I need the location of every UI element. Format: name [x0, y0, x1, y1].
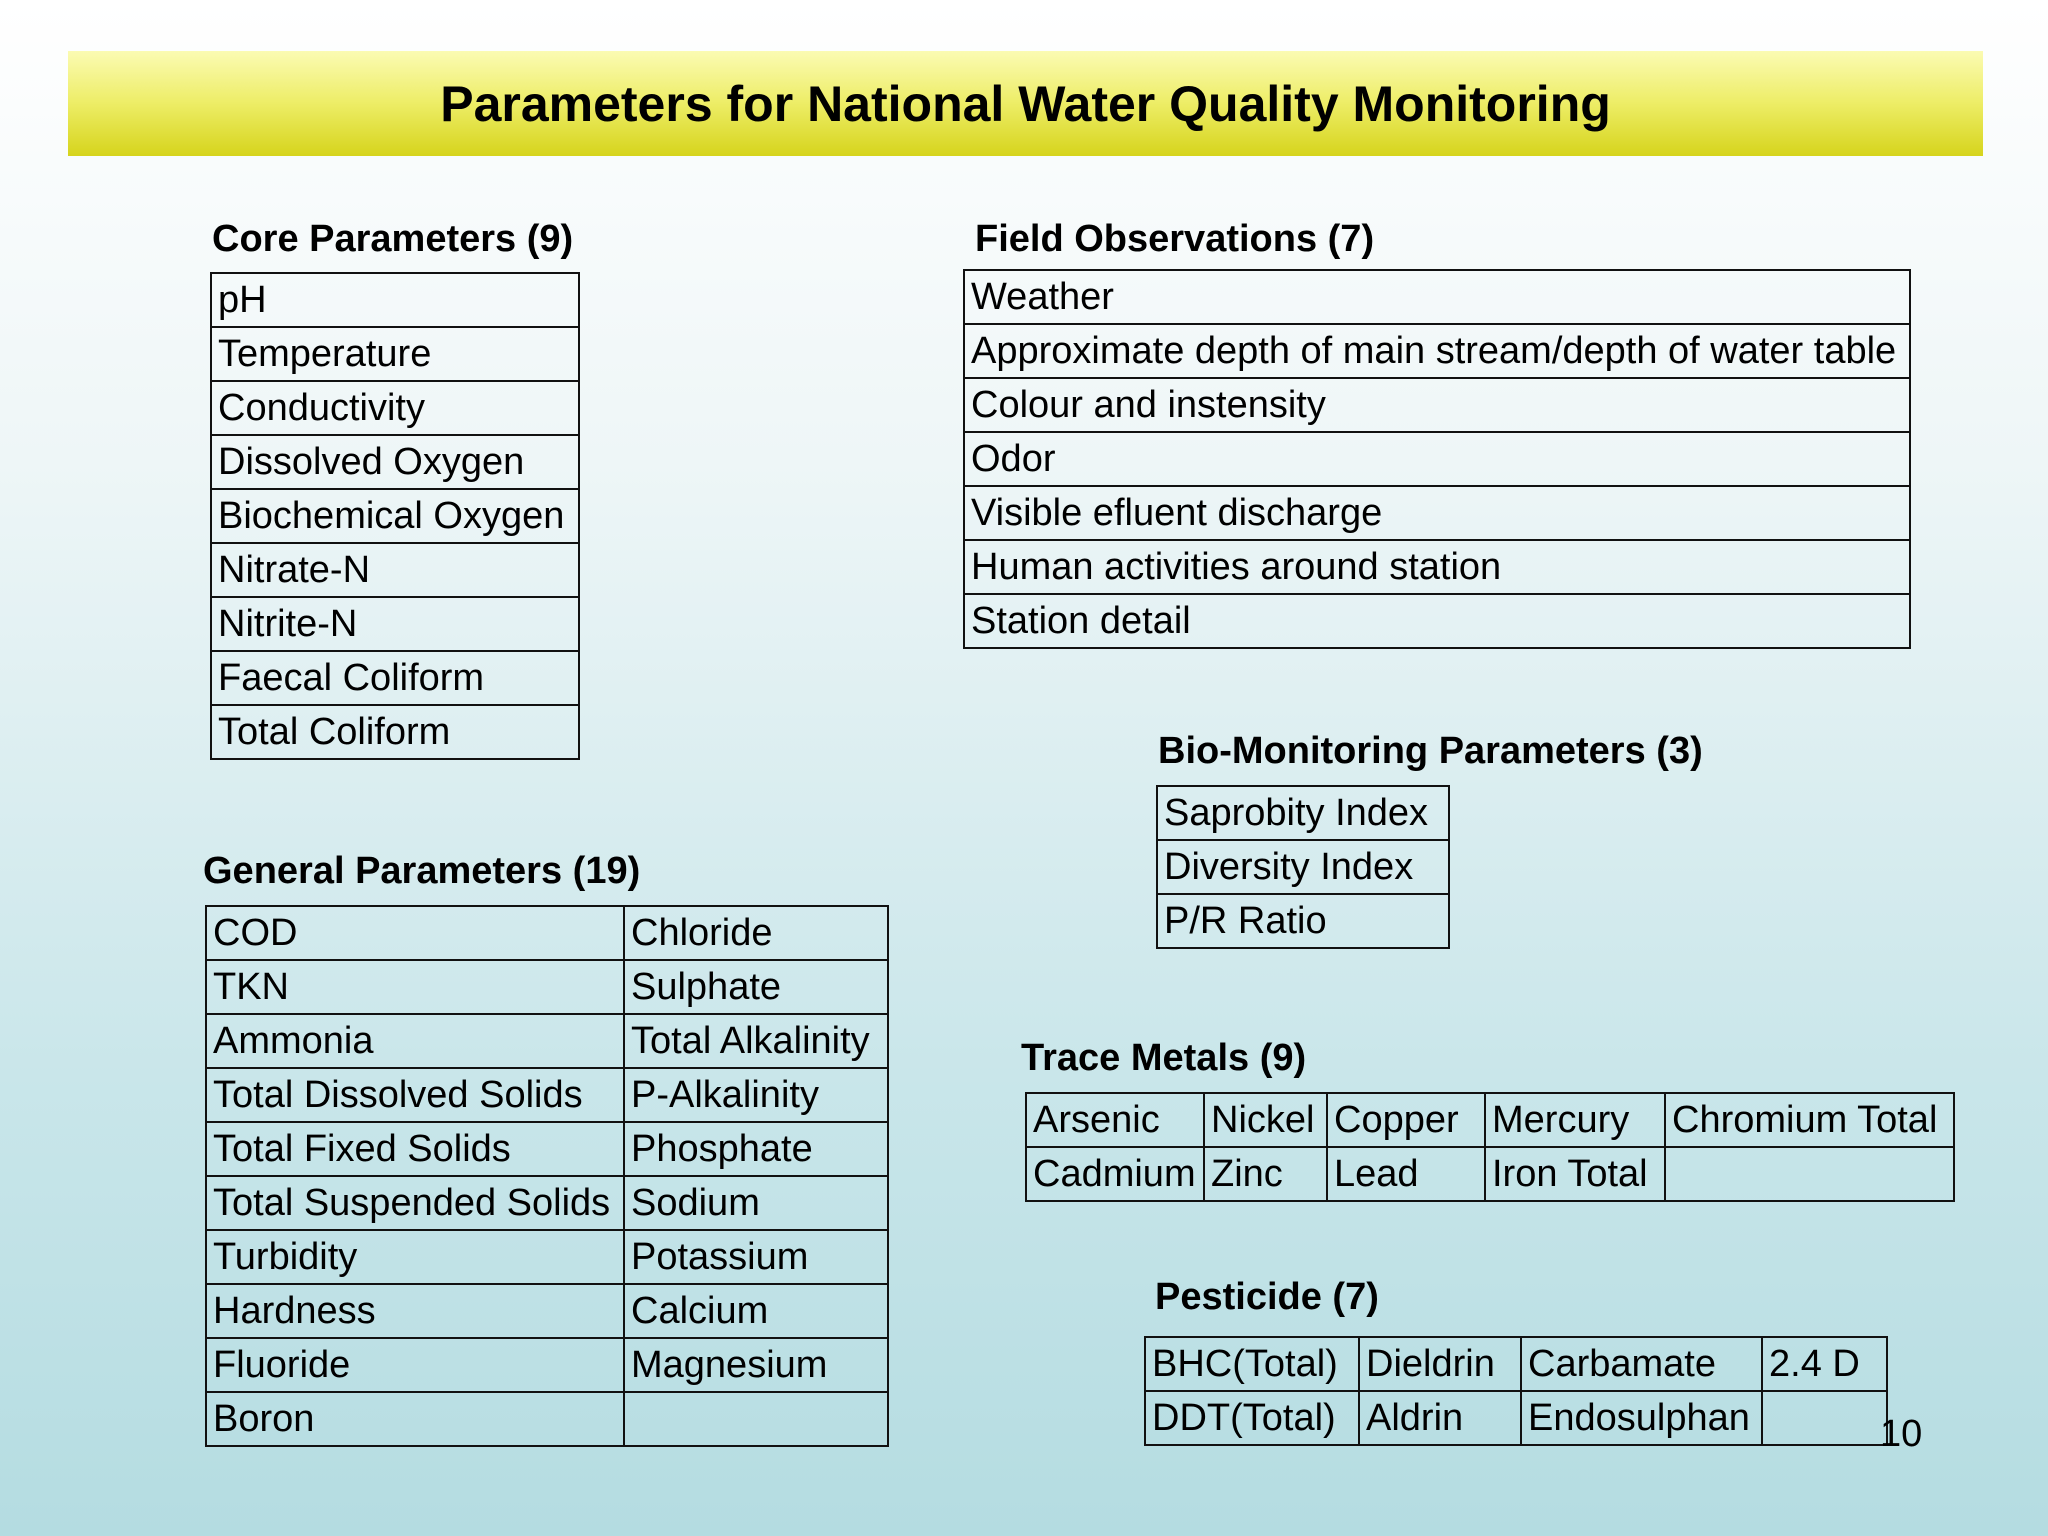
table-cell: Carbamate	[1521, 1337, 1762, 1391]
table-cell: COD	[206, 906, 624, 960]
table-cell: Total Coliform	[211, 705, 579, 759]
table-cell: Arsenic	[1026, 1093, 1204, 1147]
table-row	[211, 273, 579, 327]
table-row	[211, 381, 579, 435]
table-row	[211, 705, 579, 759]
table-row	[964, 378, 1910, 432]
table-cell: Visible efluent discharge	[964, 486, 1910, 540]
table-cell: Lead	[1327, 1147, 1485, 1201]
table-row	[964, 270, 1910, 324]
table-row	[964, 486, 1910, 540]
table-row	[206, 906, 888, 960]
table-cell: pH	[211, 273, 579, 327]
table-cell: Saprobity Index	[1157, 786, 1449, 840]
table-cell: Colour and instensity	[964, 378, 1910, 432]
table-row	[206, 1284, 888, 1338]
table-cell: 2.4 D	[1762, 1337, 1887, 1391]
page-number: 10	[1880, 1413, 1923, 1455]
general-parameters-table	[205, 905, 889, 1447]
table-row	[211, 489, 579, 543]
table-cell: Fluoride	[206, 1338, 624, 1392]
bio-monitoring-table	[1156, 785, 1450, 949]
page-title: Parameters for National Water Quality Monitoring	[440, 75, 1611, 132]
table-row	[206, 960, 888, 1014]
table-cell: Mercury	[1485, 1093, 1665, 1147]
table-cell: Total Fixed Solids	[206, 1122, 624, 1176]
table-cell: P/R Ratio	[1157, 894, 1449, 948]
title-banner	[68, 51, 1983, 156]
table-cell: BHC(Total)	[1145, 1337, 1359, 1391]
table-cell: Weather	[964, 270, 1910, 324]
table-cell: Station detail	[964, 594, 1910, 648]
table-cell: Potassium	[624, 1230, 888, 1284]
general-parameters-title: General Parameters (19)	[203, 850, 641, 892]
table-row	[211, 597, 579, 651]
table-row	[211, 651, 579, 705]
table-row	[206, 1014, 888, 1068]
table-cell: Faecal Coliform	[211, 651, 579, 705]
field-observations-table	[963, 269, 1911, 649]
table-row	[964, 432, 1910, 486]
table-cell: Total Dissolved Solids	[206, 1068, 624, 1122]
table-cell: Aldrin	[1359, 1391, 1521, 1445]
table-cell: Total Alkalinity	[624, 1014, 888, 1068]
table-cell: Approximate depth of main stream/depth of water table	[964, 324, 1910, 378]
table-cell: Nickel	[1204, 1093, 1327, 1147]
table-cell: Boron	[206, 1392, 624, 1446]
table-cell	[624, 1392, 888, 1446]
table-row	[1145, 1337, 1887, 1391]
table-cell: Iron Total	[1485, 1147, 1665, 1201]
table-row	[964, 324, 1910, 378]
trace-metals-title: Trace Metals (9)	[1021, 1037, 1307, 1079]
table-row	[1157, 840, 1449, 894]
field-observations-title: Field Observations (7)	[975, 218, 1375, 260]
table-row	[206, 1392, 888, 1446]
table-cell: Diversity Index	[1157, 840, 1449, 894]
table-row	[206, 1338, 888, 1392]
table-cell: Calcium	[624, 1284, 888, 1338]
table-cell: Zinc	[1204, 1147, 1327, 1201]
table-cell: Conductivity	[211, 381, 579, 435]
table-cell	[1665, 1147, 1954, 1201]
table-cell: P-Alkalinity	[624, 1068, 888, 1122]
table-row	[1145, 1391, 1887, 1445]
table-cell: Dissolved Oxygen	[211, 435, 579, 489]
table-cell: Nitrate-N	[211, 543, 579, 597]
table-row	[1157, 894, 1449, 948]
table-row	[206, 1176, 888, 1230]
table-row	[211, 327, 579, 381]
table-cell: Nitrite-N	[211, 597, 579, 651]
table-row	[964, 540, 1910, 594]
table-cell: Copper	[1327, 1093, 1485, 1147]
trace-metals-table	[1025, 1092, 1955, 1202]
table-cell: Endosulphan	[1521, 1391, 1762, 1445]
table-cell: Hardness	[206, 1284, 624, 1338]
table-cell: Total Suspended Solids	[206, 1176, 624, 1230]
table-cell: TKN	[206, 960, 624, 1014]
table-cell: Human activities around station	[964, 540, 1910, 594]
table-row	[1026, 1093, 1954, 1147]
table-row	[211, 435, 579, 489]
table-cell: Cadmium	[1026, 1147, 1204, 1201]
table-row	[206, 1122, 888, 1176]
table-row	[1157, 786, 1449, 840]
table-cell: Temperature	[211, 327, 579, 381]
core-parameters-table	[210, 272, 580, 760]
table-cell: Sulphate	[624, 960, 888, 1014]
table-row	[206, 1230, 888, 1284]
table-cell: Odor	[964, 432, 1910, 486]
table-cell: Sodium	[624, 1176, 888, 1230]
table-cell: Turbidity	[206, 1230, 624, 1284]
table-cell: Phosphate	[624, 1122, 888, 1176]
table-cell: Chloride	[624, 906, 888, 960]
core-parameters-title: Core Parameters (9)	[212, 218, 574, 260]
table-cell: Magnesium	[624, 1338, 888, 1392]
table-row	[964, 594, 1910, 648]
table-cell: Biochemical Oxygen	[211, 489, 579, 543]
table-cell	[1762, 1391, 1887, 1445]
table-row	[211, 543, 579, 597]
table-cell: Chromium Total	[1665, 1093, 1954, 1147]
table-cell: Dieldrin	[1359, 1337, 1521, 1391]
bio-monitoring-title: Bio-Monitoring Parameters (3)	[1158, 730, 1703, 772]
table-row	[206, 1068, 888, 1122]
table-cell: Ammonia	[206, 1014, 624, 1068]
table-cell: DDT(Total)	[1145, 1391, 1359, 1445]
pesticide-title: Pesticide (7)	[1155, 1276, 1379, 1318]
table-row	[1026, 1147, 1954, 1201]
pesticide-table	[1144, 1336, 1888, 1446]
